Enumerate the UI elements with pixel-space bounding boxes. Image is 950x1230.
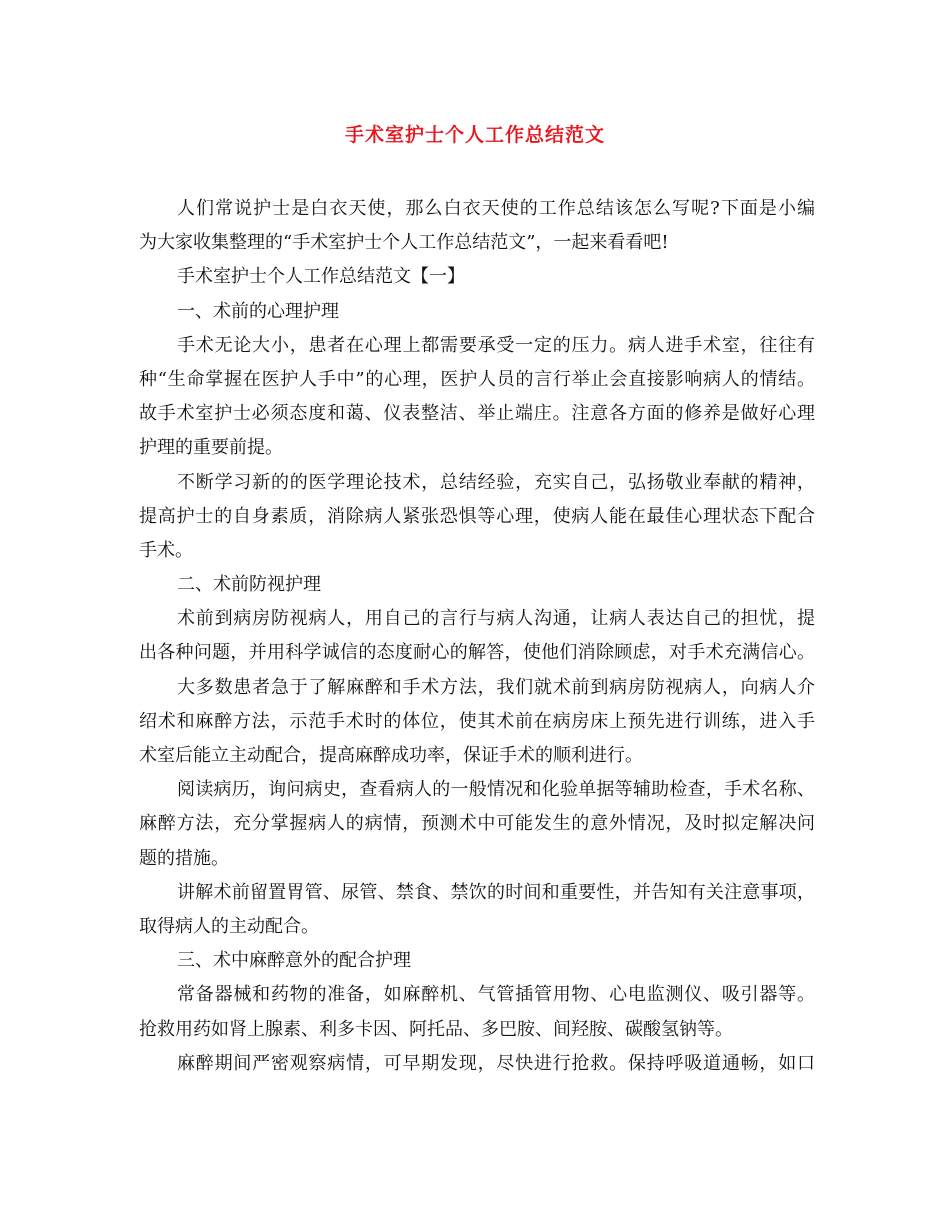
text-line: 手术室护士个人工作总结范文【一】 <box>177 266 465 288</box>
text-line: 提高护士的自身素质，消除病人紧张恐惧等心理，使病人能在最佳心理状态下配合 <box>139 505 815 527</box>
text-line: 手术无论大小，患者在心理上都需要承受一定的压力。病人进手术室，往往有 <box>177 334 815 356</box>
document-body <box>139 192 815 1081</box>
text-line: 讲解术前留置胃管、尿管、禁食、禁饮的时间和重要性，并告知有关注意事项， <box>177 881 815 903</box>
text-line: 绍术和麻醉方法，示范手术时的体位，使其术前在病房床上预先进行训练，进入手 <box>139 710 815 732</box>
text-line: 人们常说护士是白衣天使，那么白衣天使的工作总结该怎么写呢?下面是小编 <box>177 198 815 219</box>
text-line: 种“生命掌握在医护人手中”的心理，医护人员的言行举止会直接影响病人的情结。 <box>139 368 815 390</box>
text-line: 故手术室护士必须态度和蔼、仪表整洁、举止端庄。注意各方面的修养是做好心理 <box>139 403 815 425</box>
text-line: 大多数患者急于了解麻醉和手术方法，我们就术前到病房防视病人，向病人介 <box>177 676 815 698</box>
text-line: 三、术中麻醉意外的配合护理 <box>177 950 411 972</box>
text-line: 抢救用药如肾上腺素、利多卡因、阿托品、多巴胺、间羟胺、碳酸氢钠等。 <box>139 1018 733 1040</box>
text-line: 取得病人的主动配合。 <box>139 915 319 937</box>
text-line: 麻醉期间严密观察病情，可早期发现，尽快进行抢救。保持呼吸道通畅，如口 <box>177 1052 815 1074</box>
text-line: 常备器械和药物的准备，如麻醉机、气管插管用物、心电监测仪、吸引器等。 <box>177 984 815 1006</box>
document-title: 手术室护士个人工作总结范文 <box>344 124 605 146</box>
text-line: 出各种问题，并用科学诚信的态度耐心的解答，使他们消除顾虑，对手术充满信心。 <box>139 642 815 664</box>
text-line: 一、术前的心理护理 <box>177 300 339 322</box>
text-line: 术前到病房防视病人，用自己的言行与病人沟通，让病人表达自己的担忧，提 <box>177 608 815 630</box>
text-line: 麻醉方法，充分掌握病人的病情，预测术中可能发生的意外情况，及时拟定解决问 <box>139 813 815 835</box>
text-line: 护理的重要前提。 <box>139 437 283 459</box>
text-line: 阅读病历，询问病史，查看病人的一般情况和化验单据等辅助检查，手术名称、 <box>177 779 815 801</box>
text-line: 手术。 <box>139 539 193 561</box>
text-line: 不断学习新的的医学理论技术，总结经验，充实自己，弘扬敬业奉献的精神， <box>177 471 815 493</box>
text-line: 为大家收集整理的“手术室护士个人工作总结范文”，一起来看看吧! <box>139 232 669 254</box>
text-line: 二、术前防视护理 <box>177 574 321 596</box>
text-line: 题的措施。 <box>139 847 229 869</box>
text-line: 术室后能立主动配合，提高麻醉成功率，保证手术的顺利进行。 <box>139 745 643 766</box>
